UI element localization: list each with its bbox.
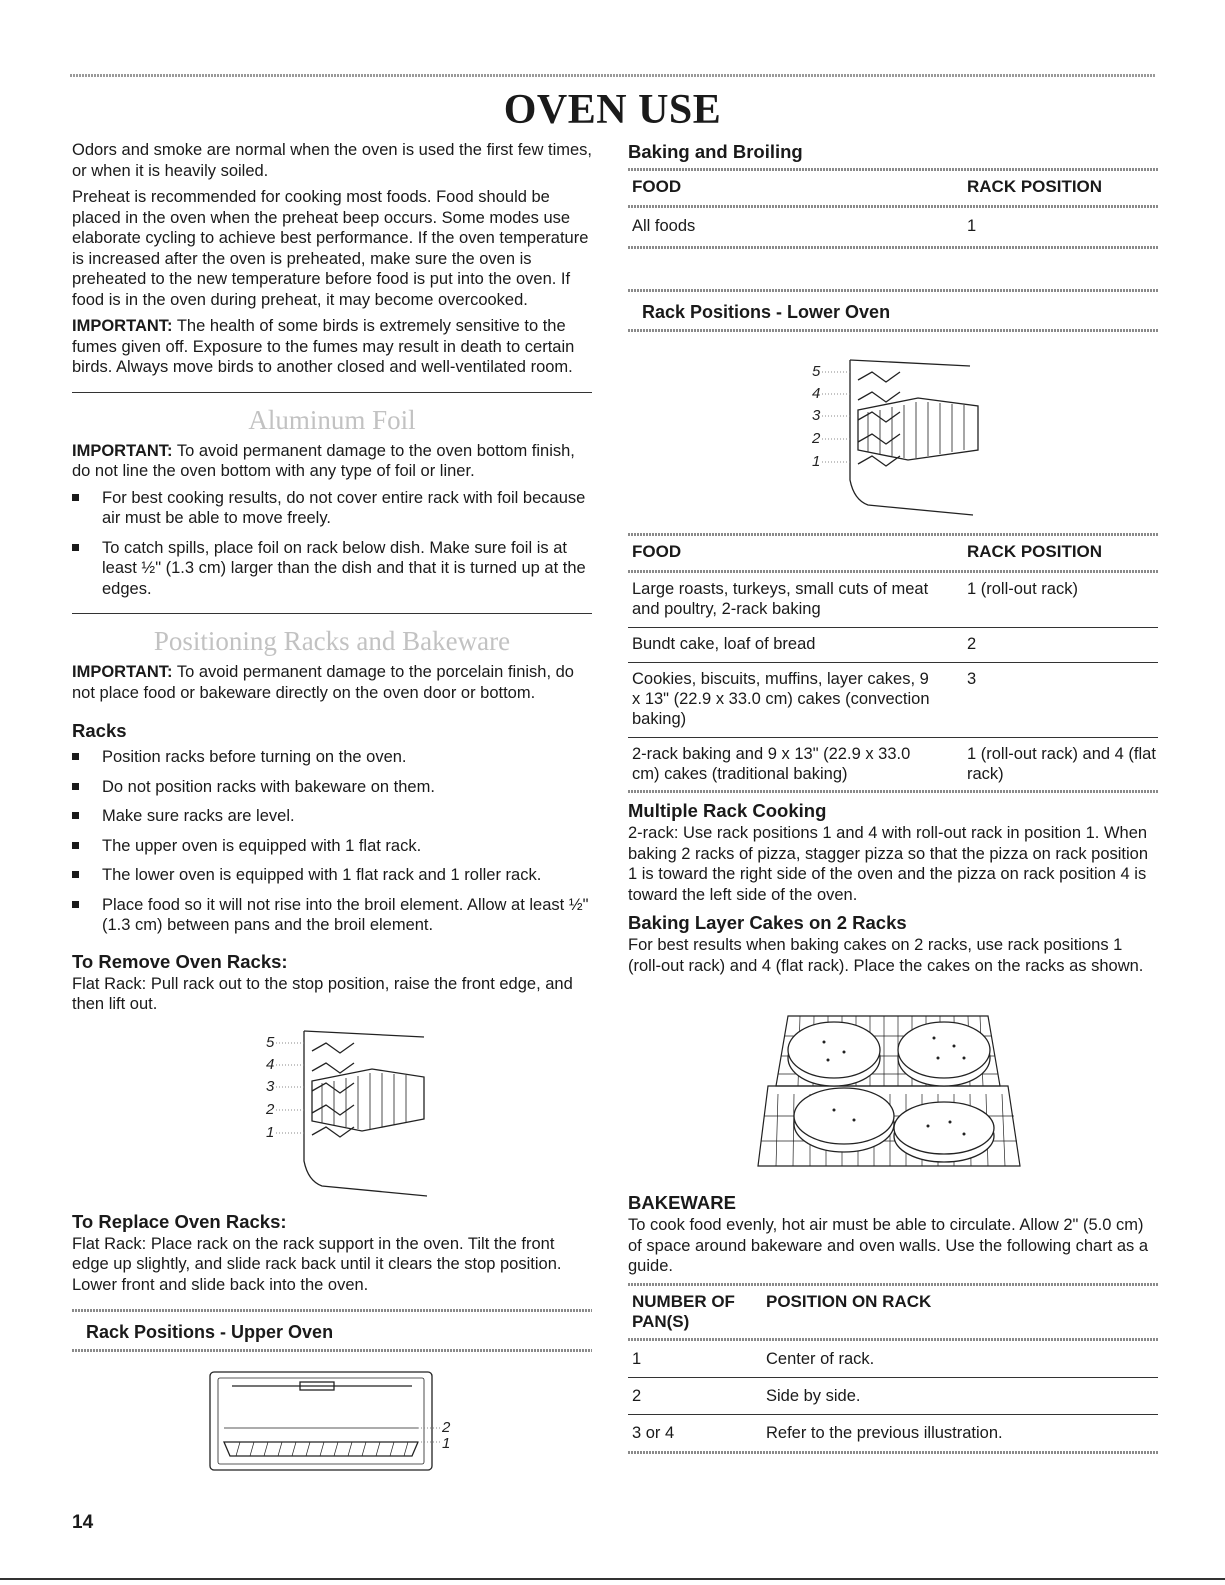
rack-label: 4 — [812, 385, 821, 402]
table-cell: Center of rack. — [766, 1349, 875, 1368]
important-label: IMPORTANT: — [72, 317, 173, 335]
table-cell: All foods — [632, 217, 696, 235]
rack-label: 5 — [266, 1033, 275, 1051]
aluminum-foil-heading: Aluminum Foil — [248, 404, 416, 435]
multiple-rack-heading: Multiple Rack Cooking — [628, 800, 827, 821]
table-rule — [628, 246, 1158, 249]
rack-label: 5 — [812, 363, 821, 380]
table-header-row — [628, 175, 1158, 205]
table-row — [628, 208, 1158, 246]
table-cell: 2-rack baking and 9 x 13" (22.9 x 33.0 cm) cakes (traditional baking) — [632, 745, 911, 783]
positioning-important — [72, 662, 592, 703]
list-item-text: Place food so it will not rise into the broil element. Allow at least ½" (1.3 cm) between pans and the broil element. — [102, 895, 589, 934]
lower-oven-table — [628, 540, 1158, 793]
list-item — [72, 806, 592, 827]
rack-positions-illustration — [72, 1021, 592, 1201]
list-item-text: The upper oven is equipped with 1 flat rack. — [102, 836, 422, 855]
right-column — [628, 140, 1158, 1454]
table-cell: 3 or 4 — [632, 1423, 675, 1442]
table-cell: 2 — [967, 635, 977, 653]
foil-important — [72, 441, 592, 482]
table-rule — [628, 1451, 1158, 1454]
list-item-text: Do not position racks with bakeware on them. — [102, 777, 435, 796]
table-header-row — [628, 540, 1158, 570]
rack-label: 1 — [266, 1123, 275, 1141]
multiple-rack-text: 2-rack: Use rack positions 1 and 4 with roll-out rack in position 1. When baking 2 racks of pizza, stagger pizza so that the pizza on rack position 1 is toward the right side of the oven and the pizza on rack position 4 is toward the left side of the oven. — [628, 824, 1149, 904]
caption-rule-bottom — [72, 1349, 592, 1352]
positioning-heading: Positioning Racks and Bakeware — [153, 626, 511, 656]
table-header: RACK POSITION — [967, 177, 1103, 196]
replace-racks-heading: To Replace Oven Racks: — [72, 1210, 287, 1232]
table-cell: 1 — [632, 1349, 642, 1368]
table-header: POSITION ON RACK — [766, 1291, 932, 1311]
rack-label: 1 — [442, 1435, 451, 1452]
list-item-text: The lower oven is equipped with 1 flat rack and 1 roller rack. — [102, 866, 542, 884]
table-cell: 2 — [632, 1386, 642, 1405]
lower-oven-rack-illustration — [628, 340, 1158, 520]
racks-heading: Racks — [72, 720, 127, 741]
important-birds — [72, 316, 592, 378]
table-cell: Bundt cake, loaf of bread — [632, 635, 816, 653]
bakeware-table — [628, 1290, 1158, 1454]
remove-racks-heading: To Remove Oven Racks: — [72, 950, 288, 972]
rack-label: 2 — [266, 1100, 275, 1118]
table-cell: 1 — [967, 217, 977, 235]
remove-racks-text: Flat Rack: Pull rack out to the stop position, raise the front edge, and then lift out. — [72, 974, 573, 1013]
bakeware-heading: BAKEWARE — [628, 1192, 736, 1213]
table-header: NUMBER OF PAN(S) — [632, 1291, 735, 1331]
table-row — [628, 1415, 1158, 1451]
table-row — [628, 628, 1158, 662]
foil-bullet-list — [72, 488, 592, 600]
positioning-important-text: To avoid permanent damage to the porcelain finish, do not place food or bakeware directly on the oven door or bottom. — [72, 663, 574, 702]
bottom-rule — [0, 1578, 1225, 1580]
table-cell: Large roasts, turkeys, small cuts of meat and poultry, 2-rack baking — [632, 580, 929, 618]
important-label: IMPORTANT: — [72, 663, 173, 681]
layer-cakes-text: For best results when baking cakes on 2 racks, use rack positions 1 (roll-out rack) and 4 (flat rack). Place the cakes on the racks as shown. — [628, 936, 1144, 975]
bakeware-text: To cook food evenly, hot air must be able to circulate. Allow 2" (5.0 cm) of space around bakeware and oven walls. Use the following chart as a guide. — [628, 1216, 1149, 1275]
table-row — [628, 573, 1158, 627]
rack-label: 4 — [266, 1055, 275, 1073]
bullet-icon — [72, 494, 79, 501]
table-header: FOOD — [632, 542, 682, 561]
important-birds-text: The health of some birds is extremely sensitive to the fumes given off. Exposure to the fumes may result in death to certain birds. Always move birds to another closed and well-ventilated room. — [72, 317, 575, 376]
table-rule — [628, 168, 1158, 171]
table-header: RACK POSITION — [967, 542, 1103, 561]
table-row — [628, 663, 1158, 737]
lower-oven-caption: Rack Positions - Lower Oven — [642, 302, 891, 322]
table-row — [628, 1341, 1158, 1377]
bullet-icon — [72, 783, 79, 790]
table-rule — [628, 1283, 1158, 1286]
bullet-icon — [72, 901, 79, 908]
section-divider — [72, 613, 592, 614]
table-row — [628, 1378, 1158, 1414]
table-cell: Side by side. — [766, 1386, 861, 1405]
table-cell: 1 (roll-out rack) — [967, 580, 1078, 598]
racks-bullet-list — [72, 747, 592, 936]
list-item — [72, 488, 592, 529]
table-rule — [628, 790, 1158, 793]
table-row — [628, 738, 1158, 790]
list-item-text: Make sure racks are level. — [102, 807, 295, 825]
table-rule — [628, 533, 1158, 536]
list-item — [72, 865, 592, 886]
list-item — [72, 777, 592, 798]
table-cell: 1 (roll-out rack) and 4 (flat rack) — [967, 745, 1156, 783]
foil-important-text: To avoid permanent damage to the oven bottom finish, do not line the oven bottom with any type of foil or liner. — [72, 441, 575, 480]
section-divider — [72, 392, 592, 393]
caption-rule-bottom — [628, 329, 1158, 332]
bullet-icon — [72, 544, 79, 551]
list-item — [72, 538, 592, 600]
list-item — [72, 836, 592, 857]
upper-oven-caption: Rack Positions - Upper Oven — [86, 1322, 334, 1342]
left-column — [72, 140, 592, 1481]
rack-label: 2 — [442, 1419, 451, 1436]
list-item — [72, 747, 592, 768]
table-header-row — [628, 1290, 1158, 1338]
bullet-icon — [72, 842, 79, 849]
upper-oven-illustration — [72, 1366, 592, 1476]
page-title: OVEN USE — [503, 87, 722, 133]
table-header: FOOD — [632, 177, 682, 196]
bullet-icon — [72, 871, 79, 878]
bullet-icon — [72, 812, 79, 819]
rack-label: 2 — [812, 430, 821, 447]
important-label: IMPORTANT: — [72, 441, 173, 460]
table-cell: Cookies, biscuits, muffins, layer cakes, 9 x 13" (22.9 x 33.0 cm) cakes (convection baking) — [632, 670, 930, 728]
replace-racks-text: Flat Rack: Place rack on the rack support in the oven. Tilt the front edge up slightly, and slide rack back until it clears the stop position. Lower front and slide back into the oven. — [72, 1234, 562, 1294]
layer-cakes-illustration — [628, 986, 1158, 1176]
intro-paragraph-2: Preheat is recommended for cooking most foods. Food should be placed in the oven when the preheat beep occurs. Some modes use elaborate cycling to achieve best performance. If the oven temperature is increased after the oven is preheated, make sure the oven is preheated to the new temperature before food is put into the oven. If food is in the oven during preheat, it may become overcooked. — [72, 188, 589, 309]
rack-label: 1 — [812, 453, 821, 470]
baking-table — [628, 175, 1158, 249]
list-item-text: Position racks before turning on the oven. — [102, 748, 407, 766]
bullet-icon — [72, 753, 79, 760]
page-number: 14 — [72, 1512, 94, 1533]
rack-label: 3 — [266, 1077, 275, 1095]
layer-cakes-heading: Baking Layer Cakes on 2 Racks — [628, 912, 907, 933]
table-cell: 3 — [967, 670, 977, 688]
rack-label: 3 — [812, 407, 821, 424]
intro-paragraph-1: Odors and smoke are normal when the oven is used the first few times, or when it is heavily soiled. — [72, 141, 592, 180]
table-cell: Refer to the previous illustration. — [766, 1423, 1003, 1442]
list-item-text: To catch spills, place foil on rack below dish. Make sure foil is at least ½" (1.3 cm) larger than the dish and that it is turned up at the edges. — [102, 538, 586, 598]
baking-broiling-heading: Baking and Broiling — [628, 141, 803, 162]
list-item — [72, 895, 592, 936]
top-rule — [70, 74, 1155, 77]
list-item-text: For best cooking results, do not cover entire rack with foil because air must be able to move freely. — [102, 488, 586, 527]
